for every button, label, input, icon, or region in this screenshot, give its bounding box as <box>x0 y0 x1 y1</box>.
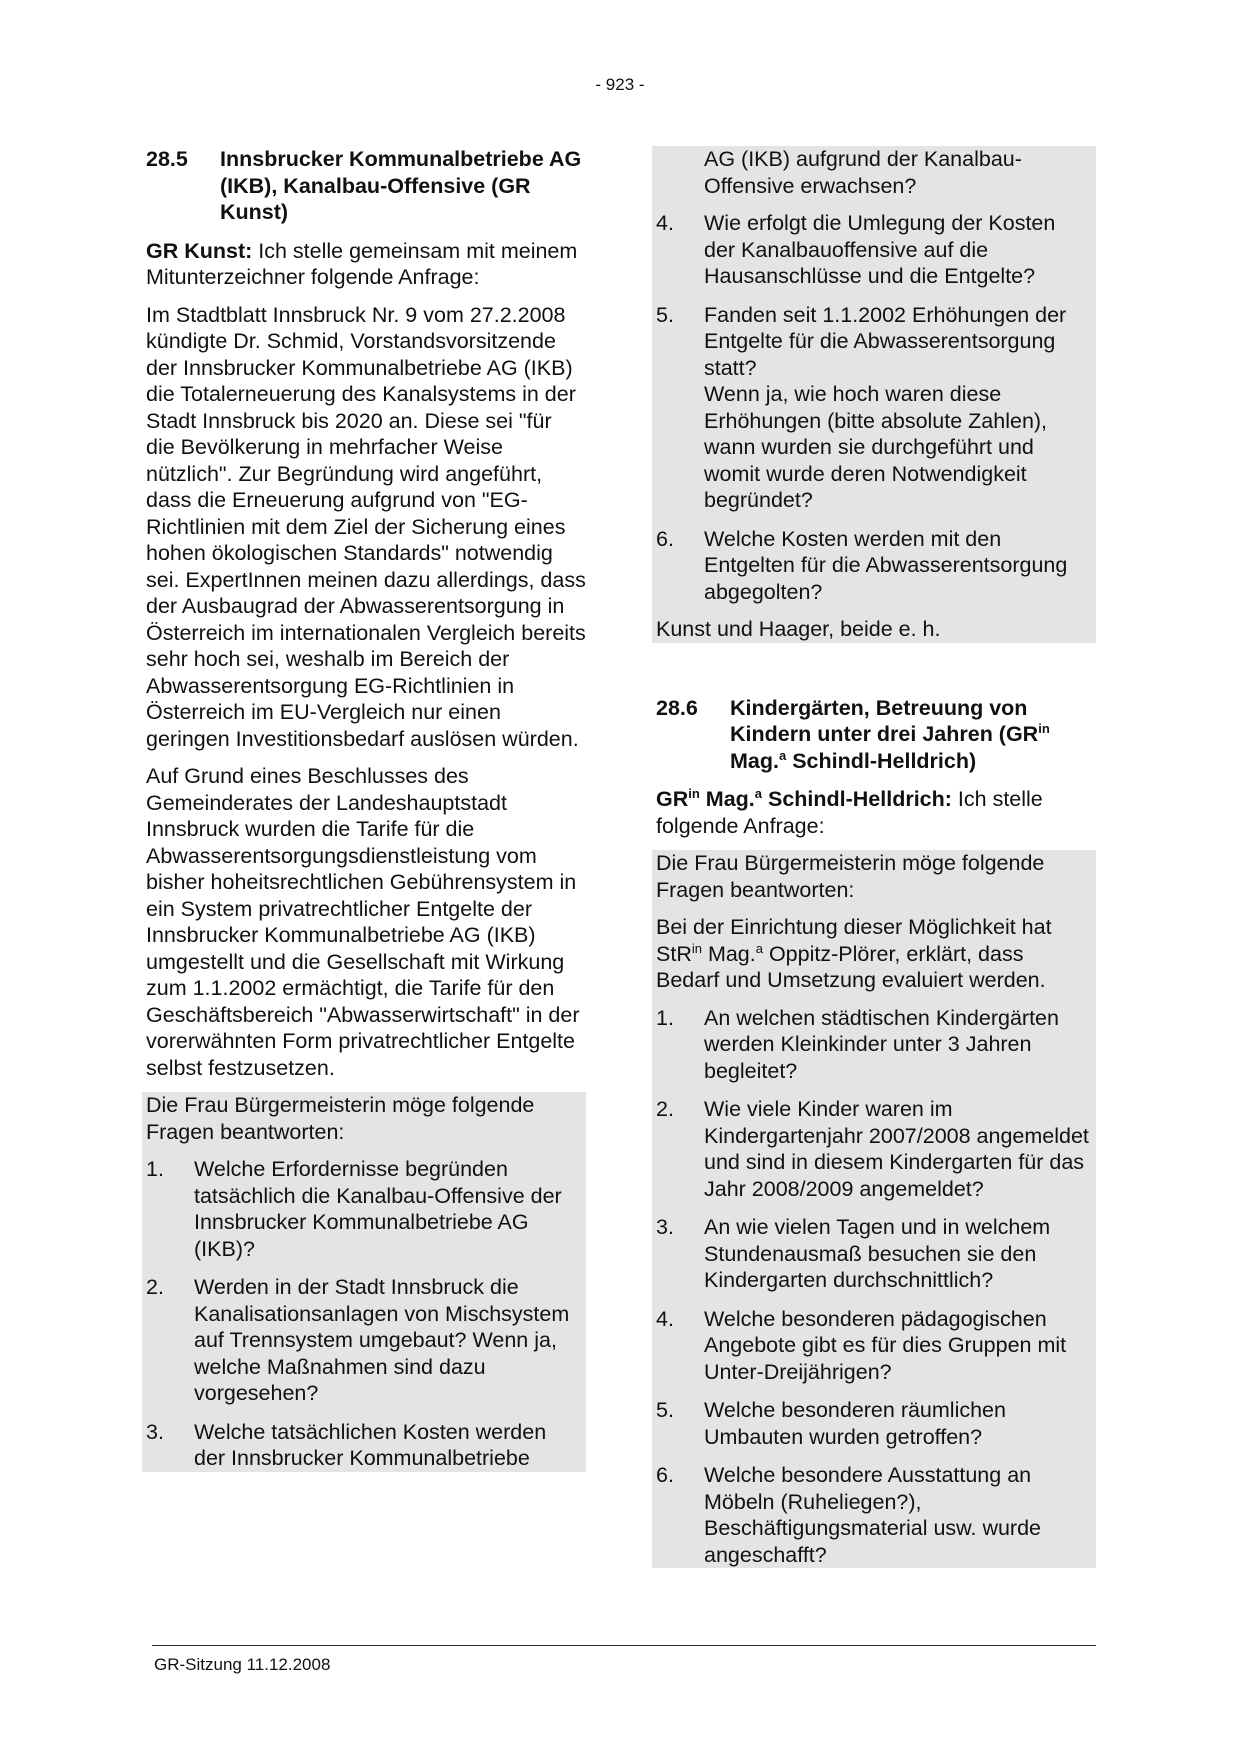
signature: Kunst und Haager, beide e. h. <box>656 617 941 641</box>
question-list <box>146 1156 582 1472</box>
question-3-continued: AG (IKB) aufgrund der Kanalbau-Offensive erwachsen? <box>704 147 1022 198</box>
question-number: 6. <box>656 1463 674 1487</box>
question-text: Welche besonderen pädagogischen Angebote gibt es für dies Gruppen mit Unter-Dreijährigen? <box>704 1306 1067 1384</box>
question-number: 4. <box>656 1306 674 1331</box>
section-title: Innsbrucker Kommunalbetriebe AG (IKB), Kanalbau-Offensive (GR Kunst) <box>220 147 582 224</box>
question-item <box>656 210 1092 290</box>
question-item <box>656 302 1092 514</box>
section-title: Kindergärten, Betreuung von Kindern unter drei Jahren ($GR^{in}$ Mag.$^a$ Schindl-Helldrich) <box>730 695 1050 773</box>
question-item <box>656 1096 1092 1202</box>
intro-paragraph <box>146 238 586 291</box>
footer-text: GR-Sitzung 11.12.2008 <box>154 1655 331 1674</box>
page-number: - 923 - <box>595 75 645 94</box>
question-text: Wie erfolgt die Umlegung der Kosten der Kanalbauoffensive auf die Hausanschlüsse und die Entgelte? <box>704 211 1056 288</box>
question-text: An welchen städtischen Kindergärten werden Kleinkinder unter 3 Jahren begleitet? <box>704 1005 1059 1083</box>
question-text: An wie vielen Tagen und in welchem Stundenausmaß besuchen sie den Kindergarten durchschnittlich? <box>704 1215 1051 1292</box>
speaker-label: GR Kunst: <box>146 238 253 263</box>
question-number: 5. <box>656 302 674 327</box>
question-text: Welche besondere Ausstattung an Möbeln (Ruheliegen?), Beschäftigungsmaterial usw. wurde angeschafft? <box>704 1463 1042 1567</box>
question-number: 4. <box>656 211 674 235</box>
question-text: Welche Kosten werden mit den Entgelten für die Abwasserentsorgung abgegolten? <box>704 526 1068 604</box>
question-number: 3. <box>656 1215 674 1239</box>
question-item <box>656 1214 1092 1294</box>
section-number: 28.6 <box>656 695 698 720</box>
section-heading-28-5 <box>146 146 586 226</box>
body-paragraph-1: Im Stadtblatt Innsbruck Nr. 9 vom 27.2.2008 kündigte Dr. Schmid, Vorstandsvorsitzende der Innsbrucker Kommunalbetriebe AG (IKB) die Totalerneuerung des Kanalsystems in der Stadt Innsbruck bis 2020 an. Diese sei "für die Bevölkerung in mehrfacher Weise nützlich". Zur Begründung wird angeführt, dass die Erneuerung aufgrund von "EG-Richtlinien mit dem Ziel der Sicherung eines hohen ökologischen Standards" notwendig sei. ExpertInnen meinen dazu allerdings, dass der Ausbaugrad der Abwasserentsorgung in Österreich im internationalen Vergleich bereits sehr hoch sei, weshalb im Bereich der Abwasserentsorgung EG-Richtlinien in Österreich im EU-Vergleich nur einen geringen Investitionsbedarf auslösen würden. <box>146 302 586 751</box>
section-number: 28.5 <box>146 147 188 171</box>
question-text: Fanden seit 1.1.2002 Erhöhungen der Entgelte für die Abwasserentsorgung statt? Wenn ja, wie hoch waren diese Erhöhungen (bitte absolute Zahlen), wann wurden sie durchgeführt und womit wurde deren Notwendigkeit begründet? <box>704 302 1067 512</box>
speaker-label: $GR^{in}$ Mag.$^a$ Schindl-Helldrich: <box>656 785 952 811</box>
question-item <box>146 1156 582 1262</box>
question-number: 5. <box>656 1398 674 1422</box>
question-box-28-5 <box>142 1092 586 1472</box>
question-item <box>146 1274 582 1407</box>
section-heading-28-6 <box>656 695 1096 775</box>
question-number: 2. <box>146 1275 164 1299</box>
right-column <box>656 146 1096 1568</box>
context-text: Bei der Einrichtung dieser Möglichkeit hat StR$^{in}$ Mag.$^a$ Oppitz-Plörer, erklärt, dass Bedarf und Umsetzung evaluiert werden. <box>656 915 1052 992</box>
question-list-continued <box>656 210 1092 605</box>
question-text: Welche besonderen räumlichen Umbauten wurden getroffen? <box>704 1398 1006 1449</box>
question-item <box>656 1397 1092 1450</box>
intro-text: Ich stelle gemeinsam mit meinem Mitunterzeichner folgende Anfrage: <box>146 238 578 289</box>
question-box-28-6 <box>652 850 1096 1568</box>
request-text: Die Frau Bürgermeisterin möge folgende Fragen beantworten: <box>656 851 1045 902</box>
intro-paragraph <box>656 786 1096 839</box>
footer-divider <box>152 1645 1096 1646</box>
left-column <box>146 146 586 1472</box>
question-number: 2. <box>656 1097 674 1121</box>
question-item <box>656 526 1092 606</box>
question-text: Werden in der Stadt Innsbruck die Kanalisationsanlagen von Mischsystem auf Trennsystem umgebaut? Wenn ja, welche Maßnahmen sind dazu vorgesehen? <box>194 1275 570 1405</box>
question-number: 1. <box>656 1005 674 1030</box>
question-number: 1. <box>146 1157 164 1181</box>
question-item <box>656 1306 1092 1386</box>
question-text: Wie viele Kinder waren im Kindergartenjahr 2007/2008 angemeldet und sind in diesem Kindergarten für das Jahr 2008/2009 angemeldet? <box>704 1097 1089 1201</box>
question-number: 3. <box>146 1419 164 1444</box>
intro-text: Ich stelle folgende Anfrage: <box>656 787 1043 838</box>
question-box-28-5-continued <box>652 146 1096 643</box>
question-list <box>656 1005 1092 1569</box>
request-text: Die Frau Bürgermeisterin möge folgende Fragen beantworten: <box>146 1093 535 1144</box>
question-text: Welche tatsächlichen Kosten werden der Innsbrucker Kommunalbetriebe <box>194 1419 547 1470</box>
body-paragraph-2: Auf Grund eines Beschlusses des Gemeinderates der Landeshauptstadt Innsbruck wurden die Tarife für die Abwasserentsorgungsdienstleistung vom bisher hoheitsrechtlichen Gebührensystem in ein System privatrechtlicher Entgelte der Innsbrucker Kommunalbetriebe AG (IKB) umgestellt und die Gesellschaft mit Wirkung zum 1.1.2002 ermächtigt, die Tarife für den Geschäftsbereich "Abwasserwirtschaft" in der vorerwähnten Form privatrechtlicher Entgelte selbst festzusetzen. <box>146 764 580 1080</box>
question-text: Welche Erfordernisse begründen tatsächlich die Kanalbau-Offensive der Innsbrucker Kommunalbetriebe AG (IKB)? <box>194 1157 562 1261</box>
question-item <box>656 1005 1092 1085</box>
question-number: 6. <box>656 526 674 551</box>
question-item <box>146 1419 582 1472</box>
question-item <box>656 1462 1092 1568</box>
